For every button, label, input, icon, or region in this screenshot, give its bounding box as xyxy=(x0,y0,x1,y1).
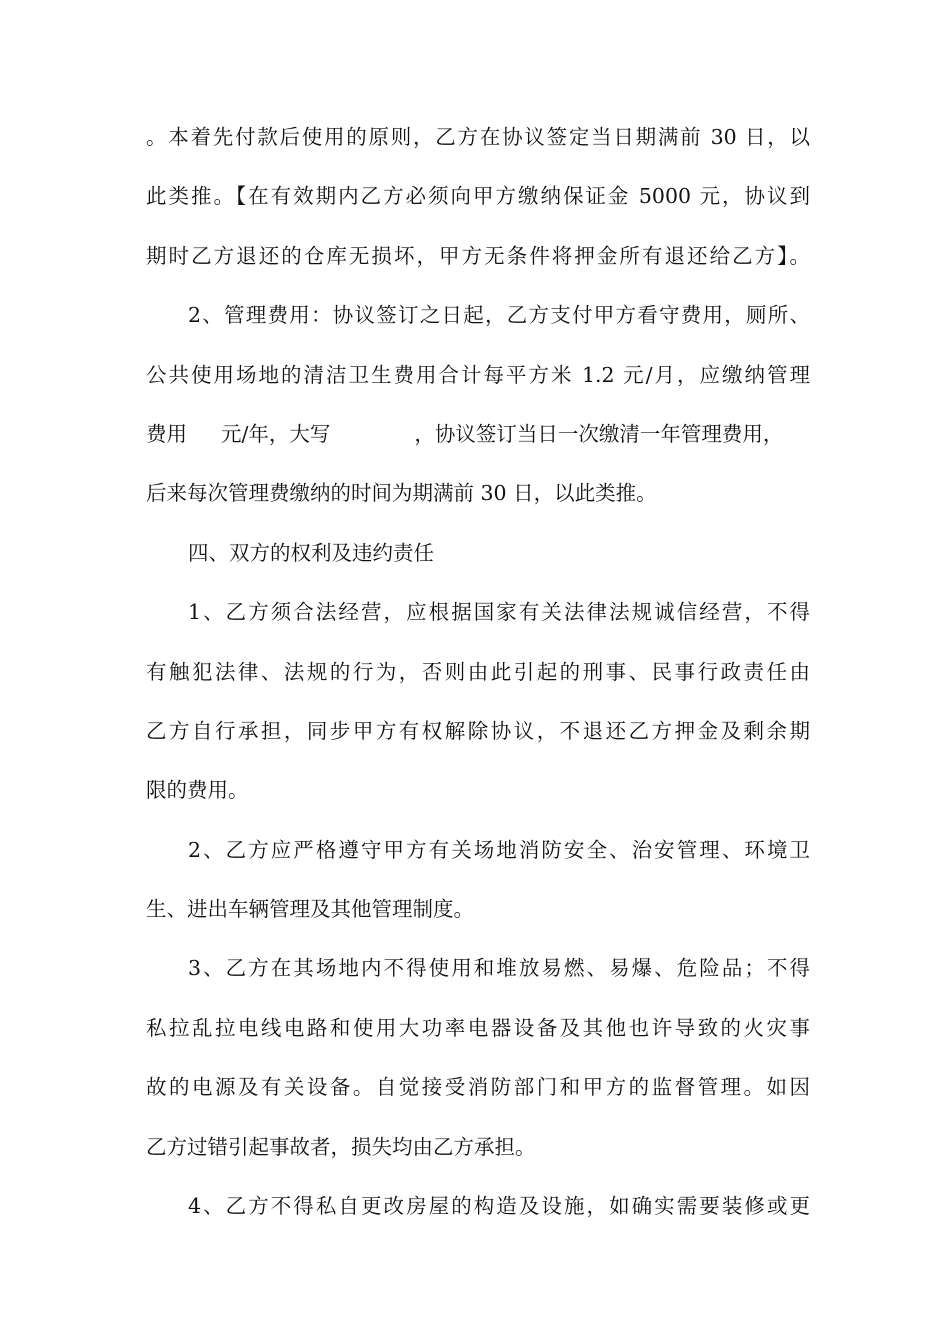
text-line: 乙方自行承担，同步甲方有权解除协议，不退还乙方押金及剩余期 xyxy=(146,718,810,743)
fee-payment-text: ，协议签订当日一次缴清一年管理费用， xyxy=(414,421,784,446)
text-line: 故的电源及有关设备。自觉接受消防部门和甲方的监督管理。如因 xyxy=(146,1075,810,1100)
text-line: 后来每次管理费缴纳的时间为期满前 30 日，以此类推。 xyxy=(146,481,657,506)
text-line: 2、管理费用：协议签订之日起，乙方支付甲方看守费用，厕所、 xyxy=(188,303,810,328)
text-line-with-blanks xyxy=(146,411,810,470)
fee-unit-label: 元/年，大写 xyxy=(221,421,331,446)
text-line: 3、乙方在其场地内不得使用和堆放易燃、易爆、危险品；不得 xyxy=(188,956,810,981)
text-line: 此类推。【在有效期内乙方必须向甲方缴纳保证金 5000 元，协议到 xyxy=(146,184,810,209)
text-line: 期时乙方退还的仓库无损坏，甲方无条件将押金所有退还给乙方】。 xyxy=(146,243,810,268)
text-line: 乙方过错引起事故者，损失均由乙方承担。 xyxy=(146,1134,536,1159)
text-line: 。本着先付款后使用的原则，乙方在协议签定当日期满前 30 日，以 xyxy=(146,125,810,149)
text-line: 1、乙方须合法经营，应根据国家有关法律法规诚信经营，不得 xyxy=(188,600,810,625)
text-line: 生、进出车辆管理及其他管理制度。 xyxy=(146,897,474,922)
text-line: 2、乙方应严格遵守甲方有关场地消防安全、治安管理、环境卫 xyxy=(188,837,810,862)
document-body xyxy=(146,114,810,1242)
text-line: 限的费用。 xyxy=(146,778,249,803)
section-heading: 四、双方的权利及违约责任 xyxy=(188,540,434,565)
text-line: 私拉乱拉电线电路和使用大功率电器设备及其他也许导致的火灾事 xyxy=(146,1015,810,1040)
text-line: 4、乙方不得私自更改房屋的构造及设施，如确实需要装修或更 xyxy=(188,1194,810,1219)
text-line: 公共使用场地的清洁卫生费用合计每平方米 1.2 元/月，应缴纳管理 xyxy=(146,362,810,387)
fee-label: 费用 xyxy=(146,421,187,446)
text-line: 有触犯法律、法规的行为，否则由此引起的刑事、民事行政责任由 xyxy=(146,659,810,684)
